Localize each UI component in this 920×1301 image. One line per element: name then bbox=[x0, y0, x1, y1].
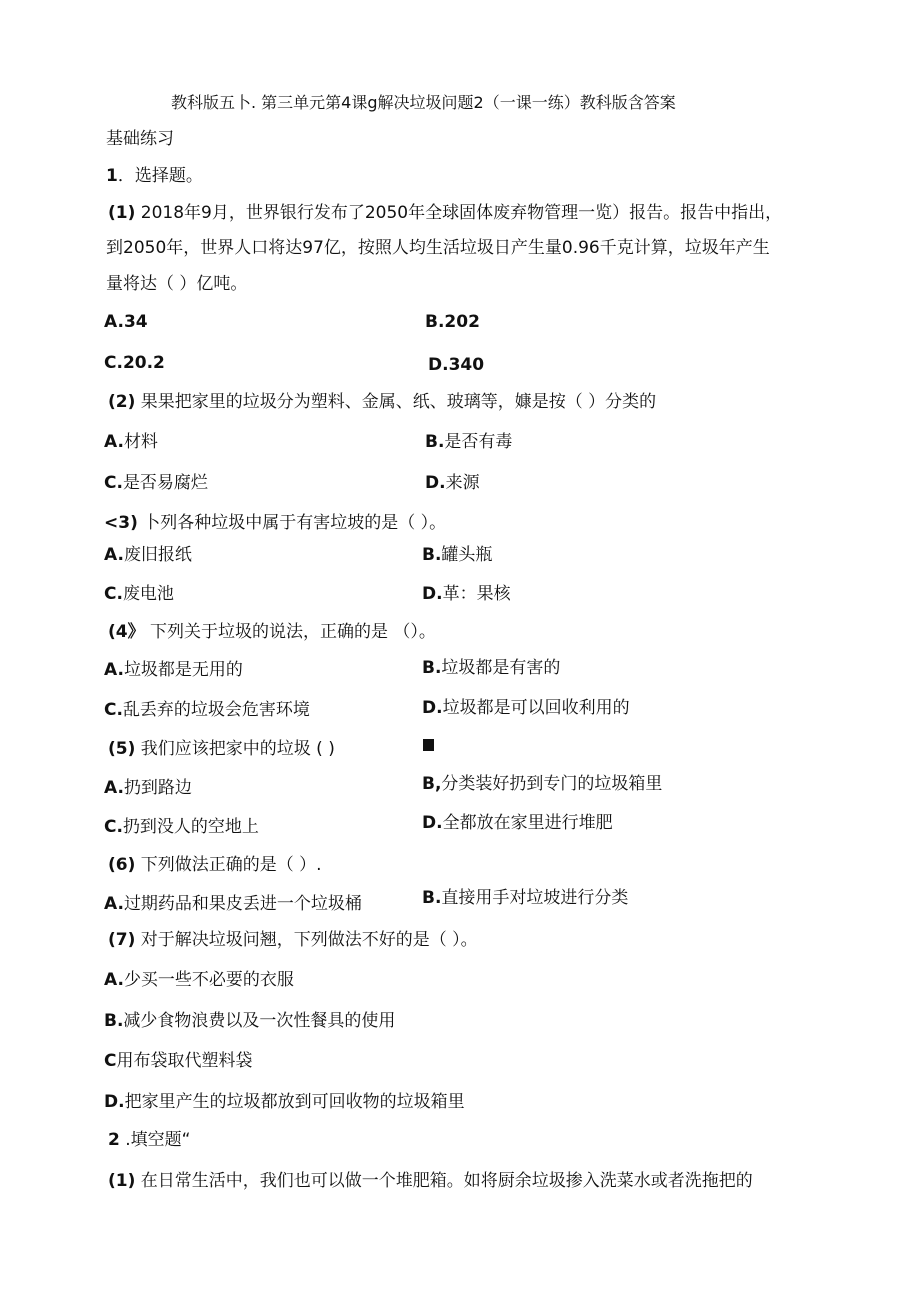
question-1-7-text: (7) 对于解决垃圾问翘，下列做法不好的是（ ）。 bbox=[108, 930, 478, 950]
question-1-heading bbox=[106, 165, 203, 187]
option-b: B.直接用手对垃坡进行分类 bbox=[422, 888, 629, 908]
question-title: ．选择题。 bbox=[117, 166, 203, 186]
option-a: A.废旧报纸 bbox=[104, 545, 192, 565]
option-a: A.扔到路边 bbox=[104, 778, 192, 798]
question-1-1-text bbox=[108, 202, 782, 224]
option-d: D.来源 bbox=[425, 473, 480, 493]
option-c: C用布袋取代塑料袋 bbox=[104, 1051, 253, 1071]
question-2-heading: 2 .填空题“ bbox=[108, 1130, 191, 1150]
option-d: D.垃圾都是可以回收利用的 bbox=[422, 698, 630, 718]
document-title: 教科版五卜. 第三单元第4课g解决垃圾问题2（一课一练）教科版含答案 bbox=[171, 93, 676, 112]
square-mark-icon bbox=[423, 739, 434, 751]
option-d: D.革：果核 bbox=[422, 584, 511, 604]
question-number: 1 bbox=[106, 166, 118, 186]
option-c: C.是否易腐烂 bbox=[104, 473, 208, 493]
section-heading: 基础练习 bbox=[106, 129, 174, 149]
question-1-1-text-cont: 量将达（ ）亿吨。 bbox=[106, 274, 248, 294]
option-b: B.垃圾都是有害的 bbox=[422, 658, 561, 678]
question-1-1-text-cont: 到2050年，世界人口将达97亿，按照人均生活垃圾日产生量0.96千克计算，垃圾年产生 bbox=[106, 238, 770, 258]
option-b: B.是否有毒 bbox=[425, 432, 513, 452]
question-1-5-text: (5) 我们应该把家中的垃圾 ( ) bbox=[108, 739, 335, 759]
option-d: D.把家里产生的垃圾都放到可回收物的垃圾箱里 bbox=[104, 1092, 465, 1112]
question-1-2-text: (2) 果果把家里的垃圾分为塑料、金属、纸、玻璃等，嫝是按（ ）分类的 bbox=[108, 392, 657, 412]
option-a: A.过期药品和果皮丢进一个垃圾桶 bbox=[104, 894, 362, 914]
option-a: A.材料 bbox=[104, 432, 158, 452]
option-d: D.340 bbox=[428, 355, 485, 375]
question-2-1-text: (1) 在日常生活中，我们也可以做一个堆肥箱。如将厨余垃圾掺入洗菜水或者洗拖把的 bbox=[108, 1171, 753, 1191]
option-b: B.202 bbox=[425, 312, 480, 332]
option-a: A.垃圾都是无用的 bbox=[104, 660, 243, 680]
option-b: B.减少食物浪费以及一次性餐具的使用 bbox=[104, 1011, 396, 1031]
item-line: 2018年9月，世界银行发布了2050年全球固体废弃物管理一览）报告。报告中指出， bbox=[135, 203, 783, 223]
option-b: B.罐头瓶 bbox=[422, 545, 493, 565]
option-a: A.34 bbox=[104, 312, 148, 332]
option-c: C.扔到没人的空地上 bbox=[104, 817, 259, 837]
question-1-6-text: (6) 下列做法正确的是（ ）. bbox=[108, 855, 322, 875]
option-b: B,分类装好扔到专门的垃圾箱里 bbox=[422, 774, 663, 794]
option-c: C.20.2 bbox=[104, 353, 165, 373]
question-1-4-text: (4》 下列关于垃圾的说法，正确的是 （）。 bbox=[108, 622, 436, 642]
question-1-3-text: <3) 卜列各种垃圾中属于有害垃坡的是（ ）。 bbox=[104, 513, 447, 533]
item-number: (1) bbox=[108, 203, 136, 223]
option-d: D.全都放在家里进行堆肥 bbox=[422, 813, 613, 833]
option-a: A.少买一些不必要的衣服 bbox=[104, 970, 294, 990]
option-c: C.废电池 bbox=[104, 584, 174, 604]
option-c: C.乱丢弃的垃圾会危害环境 bbox=[104, 700, 310, 720]
